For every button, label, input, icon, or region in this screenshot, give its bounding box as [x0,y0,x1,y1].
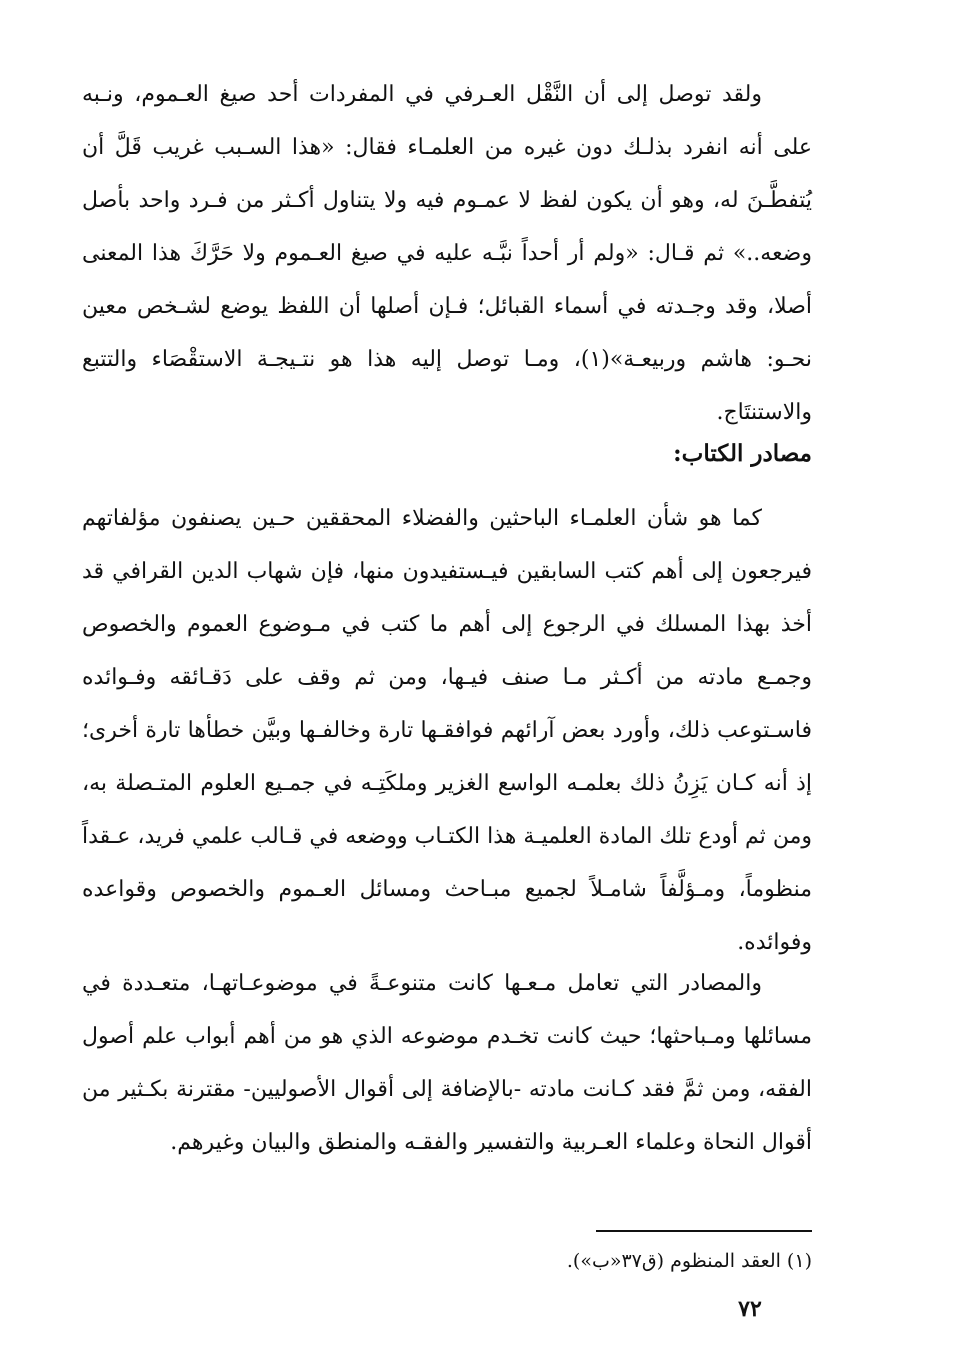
body-paragraph-1: ولقد توصل إلى أن النَّقْل العـرفي في المفردات أحد صيغ العـموم، ونـبه على أنه انفرد بذلـك دون غيره من العلمـاء فقال: «هذا السـبب غريب قَلَّ أن يُتفطَّـنَ له، وهو أن يكون لفظ لا عمـوم فيه ولا يتناول أكـثر من فـرد واحد بأصل وضعه..» ثم قـال: «ولم أر أحداً نبَّـه عليه في صيغ العـموم ولا حَرَّكَ هذا المعنى أصلا، وقد وجـدته في أسماء القبائل؛ فـإن أصلها أن اللفظ يوضع لشـخص معين نحـو: هاشم وربيعـة»(١)، ومـا توصل إليه هذا هو نتـيجـة الاستقْصَاء والتتبع والاستنتَاج. [82,82,812,425]
footnote: (١) العقد المنظوم (ق٣٧«ب»). [566,1250,812,1272]
footnote-divider [596,1230,812,1232]
body-paragraph-2: كما هو شأن العلمـاء الباحثين والفضلاء المحققين حـين يصنفون مؤلفاتهم فيرجعون إلى أهم كتب السابقين فيـستفيدون منها، فإن شهاب الدين القرافي قد أخذ بهذا المسلك في الرجوع إلى أهم ما كتب في مـوضوع العموم والخصوص وجمـع مادته من أكـثر مـا صنف فيـها، ومن ثم وقف على دَقـائقه وفـوائده فاسـتوعب ذلك، وأورد بعض آرائهم فوافقـها تارة وخالفـها وبيَّن خطأها تارة أخرى؛ إذ أنه كـان يَزِنُ ذلك بعلمـه الواسع الغزير وملكَتِـه في جمـيع العلوم المتـصلة به، ومن ثم أودع تلك المادة العلميـة هذا الكتـاب ووضعه في قـالب علمي فريد، عـقداً منظوماً، ومـؤلَّفاً شامـلاً لجميع مبـاحث ومسائل العـموم والخصوص وقواعده وفوائده. [82,506,812,955]
section-heading: مصادر الكتاب: [673,440,812,467]
body-paragraph-3: والمصادر التي تعامل مـعـها كانت متنوعـةً في موضوعـاتهـا، متعـددة في مسائلها ومـباحثها؛ حيث كانت تخـدم موضوعه الذي هو من أهم أبواب علم أصول الفقه، ومن ثمَّ فقد كـانت مادته -بالإضافة إلى أقوال الأصوليين- مقترنة بكـثير من أقوال النحاة وعلماء العـربية والتفسير والفقـه والمنطق والبيان وغيرهم. [82,971,812,1155]
page-number: ٧٢ [738,1296,762,1322]
